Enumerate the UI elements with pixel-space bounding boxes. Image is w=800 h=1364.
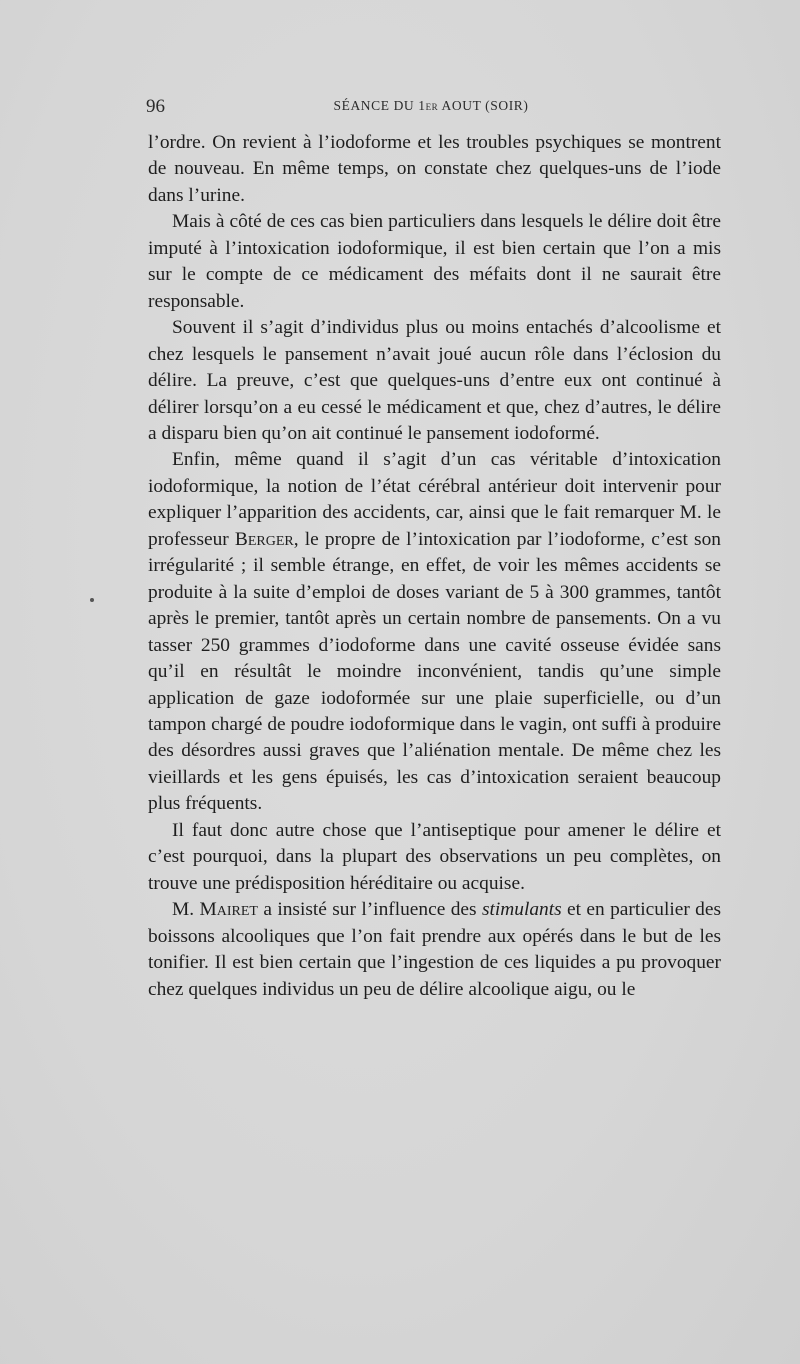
paragraph-4-text-before: Enfin, même quand il s’agit d’un cas véritable d’intoxication iodoformique, la notion de l’état cérébral antérieur doit intervenir pour expliquer l’apparition des accidents, car, ainsi que le fait remarquer M. le professeur [148, 449, 721, 550]
paragraph-6-text-before: M. [172, 899, 200, 921]
paragraph-4-text-after: , le propre de l’intoxication par l’iodoforme, c’est son irrégularité ; il semble étrange, en effet, de voir les mêmes accidents se produite à la suite d’emploi de doses variant de 5 à 300 grammes, tantôt après le premier, tantôt après un certain nombre de pansements. On a vu tasser 250 grammes d’iodoforme dans une cavité osseuse évidée sans qu’il en résultât le moindre inconvénient, tandis qu’une simple application de gaze iodoformée sur une plaie superficielle, ou d’un tampon chargé de poudre iodoformique dans le vagin, ont suffi à produire des désordres aussi graves que l’aliénation mentale. De même chez les vieillards et les gens épuisés, les cas d’intoxication seraient beaucoup plus fréquents. [148, 528, 721, 815]
paragraph-6-text-after: et en particulier des boissons alcooliques que l’on fait prendre aux opérés dans le but de les tonifier. Il est bien certain que l’ingestion de ces liquides a pu provoquer chez quelques individus un peu de délire alcoolique aigu, ou le [148, 899, 722, 1000]
running-title: SÉANCE DU 1er AOUT (SOIR) [333, 98, 529, 113]
paragraph-1: l’ordre. On revient à l’iodoforme et les troubles psychiques se montrent de nouveau. En même temps, on constate chez quelques-uns de l’iode dans l’urine. [148, 132, 721, 206]
page-number: 96 [146, 96, 165, 117]
paragraph-2: Mais à côté de ces cas bien particuliers dans lesquels le délire doit être imputé à l’intoxication iodoformique, il est bien certain que l’on a mis sur le compte de ce médicament des méfaits dont il ne saurait être responsable. [148, 211, 721, 312]
italic-term-stimulants: stimulants [481, 899, 562, 921]
author-name-berger: Berger [234, 528, 294, 550]
page-header [146, 96, 716, 120]
paragraph-3: Souvent il s’agit d’individus plus ou moins entachés d’alcoolisme et chez lesquels le pansement n’avait joué aucun rôle dans l’éclosion du délire. La preuve, c’est que quelques-uns d’entre eux ont continué à délirer lorsqu’on a eu cessé le médicament et que, chez d’autres, le délire a disparu bien qu’on ait continué le pansement iodoformé. [148, 317, 721, 444]
author-name-mairet: Mairet [199, 899, 258, 921]
paragraph-5: Il faut donc autre chose que l’antiseptique pour amener le délire et c’est pourquoi, dans la plupart des observations un peu complètes, on trouve une prédisposition héréditaire ou acquise. [148, 819, 721, 894]
body-text [148, 130, 721, 1003]
paragraph-6 [148, 897, 721, 1003]
paper-speck [90, 598, 94, 602]
paragraph-4 [148, 447, 721, 817]
paragraph-6-text-middle: a insisté sur l’influence des [257, 899, 482, 921]
